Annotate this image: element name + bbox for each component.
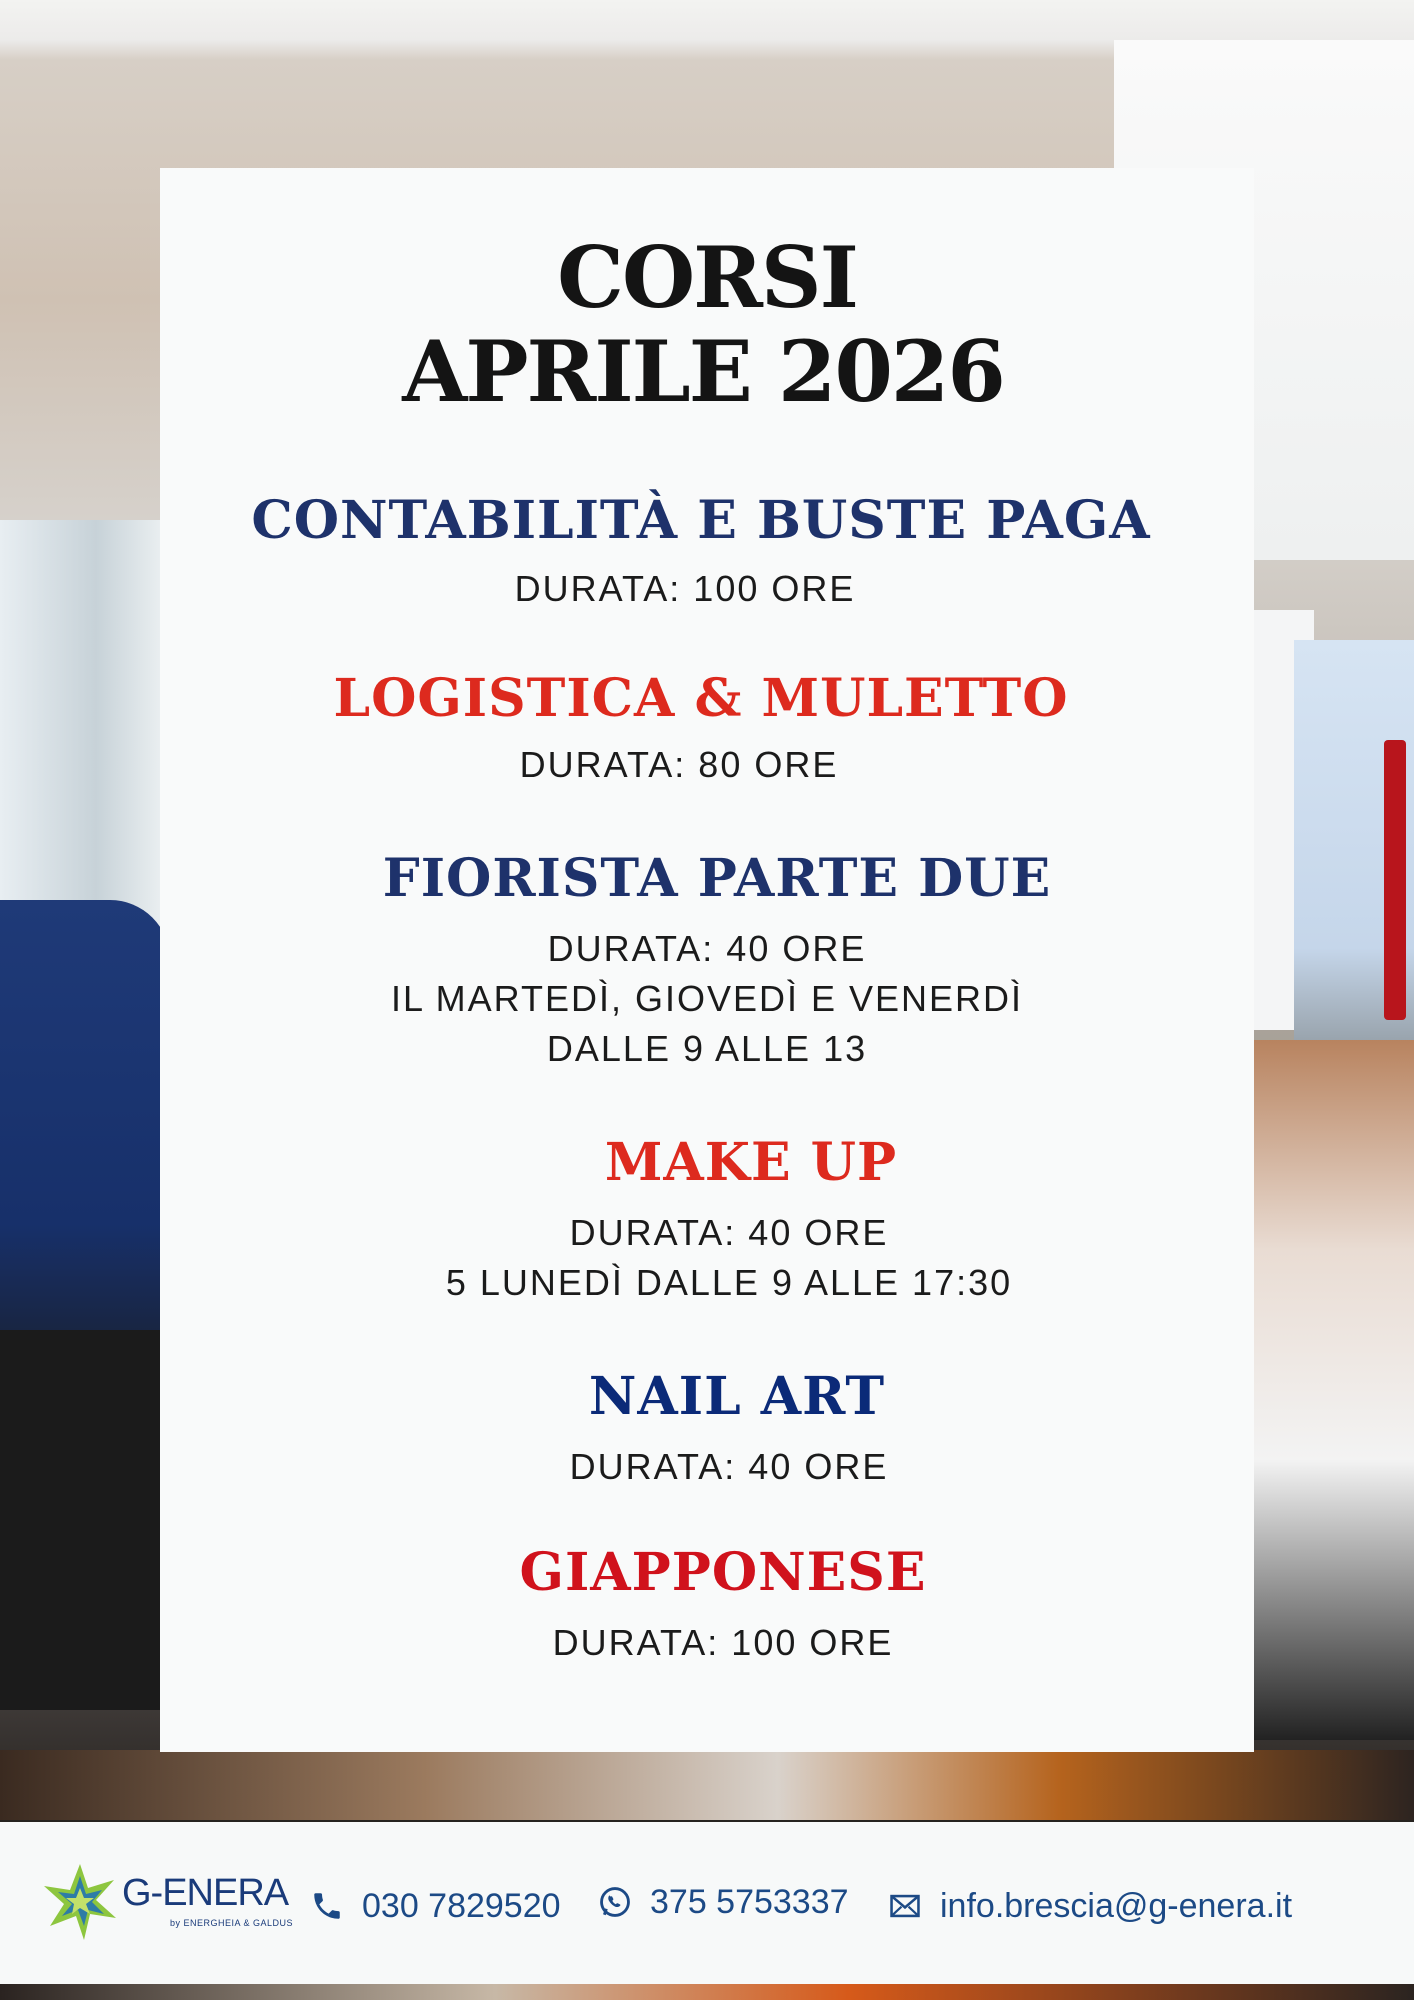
footer-bar <box>0 1822 1414 1984</box>
course-detail-fiorista-durata: DURATA: 40 ORE <box>547 928 867 969</box>
footer-photo-strip <box>0 1984 1414 2000</box>
title-line-1: CORSI <box>557 228 857 327</box>
whatsapp-icon <box>598 1885 632 1919</box>
phone-icon <box>310 1889 344 1923</box>
contact-whatsapp[interactable] <box>598 1880 849 1924</box>
course-name-fiorista: FIORISTA PARTE DUE <box>382 848 1052 909</box>
whatsapp-number: 375 5753337 <box>650 1882 849 1921</box>
background-tie <box>1384 740 1406 1020</box>
course-detail-makeup-orario: 5 LUNEDÌ DALLE 9 ALLE 17:30 <box>445 1262 1013 1303</box>
course-detail-fiorista-orario: DALLE 9 ALLE 13 <box>546 1028 868 1069</box>
course-name-giapponese: GIAPPONESE <box>519 1542 927 1603</box>
contact-email[interactable] <box>888 1884 1292 1928</box>
course-name-nailart: NAIL ART <box>588 1366 886 1427</box>
course-card <box>160 168 1254 1752</box>
g-enera-logo[interactable] <box>40 1862 300 1942</box>
course-detail-nailart-durata: DURATA: 40 ORE <box>569 1446 889 1487</box>
phone-number: 030 7829520 <box>362 1886 561 1925</box>
course-detail-fiorista-giorni: IL MARTEDÌ, GIOVEDÌ E VENERDÌ <box>390 978 1024 1019</box>
star-logo-icon <box>40 1862 120 1942</box>
course-detail-contabilita-durata: DURATA: 100 ORE <box>514 568 856 609</box>
background-chair <box>0 1330 170 1710</box>
envelope-icon <box>888 1889 922 1923</box>
course-detail-makeup-durata: DURATA: 40 ORE <box>569 1212 889 1253</box>
contact-phone[interactable] <box>310 1884 561 1928</box>
background-floor <box>0 1750 1414 1820</box>
course-name-makeup: MAKE UP <box>604 1132 898 1193</box>
course-name-logistica: LOGISTICA & MULETTO <box>333 668 1069 729</box>
title-line-2: APRILE 2026 <box>402 322 1004 421</box>
course-detail-giapponese-durata: DURATA: 100 ORE <box>552 1622 894 1663</box>
email-address: info.brescia@g-enera.it <box>940 1886 1293 1925</box>
logo-text: G-ENERA <box>122 1872 289 1914</box>
logo-subtitle: by ENERGHEIA & GALDUS <box>170 1918 294 1928</box>
course-name-contabilita: CONTABILITÀ E BUSTE PAGA <box>251 490 1151 551</box>
course-detail-logistica-durata: DURATA: 80 ORE <box>519 744 839 785</box>
